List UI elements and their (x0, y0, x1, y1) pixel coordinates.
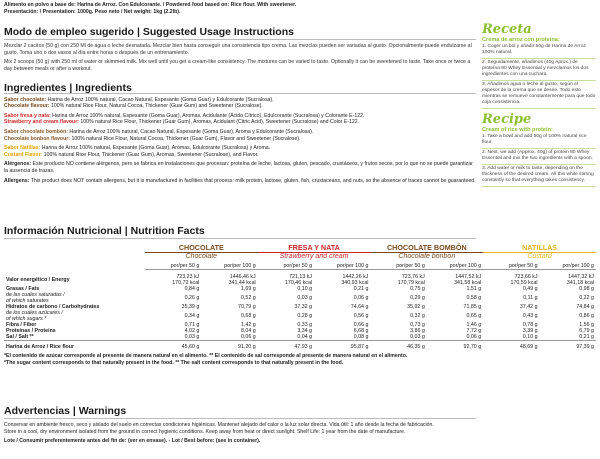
nutrient-value: 74,84 g (576, 304, 594, 310)
nutrient-value: 1442,26 kJ 340,93 kcal (341, 274, 369, 286)
nutrient-value: 0,71 g (184, 322, 200, 328)
nutrient-value: 0,78 g (522, 322, 538, 328)
nutrition-note-en: *The sugar content corresponds to that naturally present in the food. ** The salt content corresponds to that naturally present in the food. (4, 359, 344, 366)
nutrient-value: 74,64 g (350, 304, 369, 310)
nutrition-title: Información Nutricional | Nutrition Facts (4, 225, 476, 239)
nutrient-value: 0,06 g (240, 334, 256, 340)
product-name: CHOCOLATE (145, 243, 258, 253)
fresa-es-label: Sabor fresa y nata: (4, 112, 51, 119)
ingredients-bombon (4, 129, 476, 142)
nutrient-value: 0,84 g (184, 286, 200, 292)
nutrient-label: Hidratos de carbono / Carbohydrates (6, 304, 100, 310)
product-subtitle: Custard (527, 253, 552, 260)
nutrient-value: 0,28 g (297, 313, 313, 319)
recipe-en-step-1: 1. Take a bowl and add 50g of 100% natural rice flour. (482, 133, 596, 149)
nutrient-value: 35,39 g (181, 304, 200, 310)
nutrient-value: 91,20 g (201, 341, 257, 351)
bombon-es-text: Harina de Arroz 100% natural, Cacao Natural, Espesante (Goma Guar), Aroma y Edulcorante (Sucralosa). (67, 128, 314, 135)
nutrient-value: 0,65 g (466, 313, 482, 319)
nutrient-value: 1,69 g (240, 286, 256, 292)
nutrient-value: 0,49 g (522, 286, 538, 292)
recipe-en-steps (482, 133, 596, 187)
nutrient-value: 46,35 g (370, 341, 426, 351)
chocolate-es-label: Sabor chocolate: (4, 96, 47, 103)
nutrition-row (4, 270, 596, 287)
chocolate-en-label: Chocolate flavour: (4, 103, 50, 110)
nutrient-value: 1,56 g (579, 322, 594, 328)
warnings-title: Advertencias | Warnings (4, 405, 476, 419)
nutrient-value: 1447,32 kJ 341,18 kcal (566, 274, 594, 286)
header-line-1: Alimento en polvo a base de: Harina de Arroz. Con Edulcorante. / Powdered food based on: Rice flour. With sweetener. (4, 2, 297, 8)
nutrient-value: 0,06 g (353, 295, 369, 301)
nutrient-value: 721,13 kJ 170,46 kcal (284, 274, 313, 286)
nutrient-label: Valor energético / Energy (6, 276, 70, 283)
nutrient-value: 0,03 g (410, 334, 425, 340)
allergens-en (4, 178, 476, 185)
chocolate-en-text: 100% natural Rice Flour, Natural Cocoa, Thickener (Guar Gum) and Sweetener (Sucralose). (49, 103, 263, 110)
nutrient-value: 0,26 g (184, 295, 200, 301)
allergens-en-label: Allergens: (4, 177, 30, 184)
lot-info: Lote / Consumir preferentemente antes del fin de: (ver en envase). - Lot / Best before: (see in container). (4, 438, 261, 445)
nutrient-value: 95,87 g (314, 341, 370, 351)
nutrient-value: 47,93 g (258, 341, 314, 351)
fresa-en-label: Strawberry and cream flavour: (4, 119, 79, 126)
nutrition-row (4, 310, 596, 322)
product-header (4, 2, 474, 15)
nutrient-value: 0,04 g (297, 334, 313, 340)
nutrient-label: Grasas / Fats (6, 286, 40, 292)
recipe-en-step-2: 2. Next, we add (Approx. 40g) of protein 80 Whey Essential and mix the two ingredients with a spoon. (482, 149, 596, 165)
nutrient-value: 0,33 g (297, 322, 313, 328)
allergens-es (4, 161, 476, 174)
nutrition-row (4, 341, 596, 351)
nutrient-value: 0,58 g (466, 295, 482, 301)
col-per-serving: por/per 50 g (258, 260, 314, 270)
nutrient-value: 0,29 g (410, 295, 425, 301)
nutrient-value: 45,60 g (145, 341, 201, 351)
nutrient-value: 0,73 g (410, 322, 425, 328)
natillas-en-label: Custard Flavor: (4, 151, 43, 158)
natillas-en-text: 100% natural Rice Flour, Thickener (Guar Gum), Aromas, Sweetener (Sucralose), and Flavor. (42, 151, 259, 158)
nutrient-value: 0,43 g (522, 313, 538, 319)
recipe-en-title: Recipe (482, 112, 532, 127)
nutrient-value: 37,32 g (294, 304, 313, 310)
usage-es: Mezclar 2 cacitos (50 g) con 250 Ml de agua o leche desnatada. Mezclar bien hasta conseguir una consistencia tipo crema. Las mezclas pueden ser variadas al gusto. Opcionalmente puede endulzarse al gusto. Toma uno o dos vasos al día entre horas o después de un entrenamiento. (4, 43, 472, 56)
col-per-100g: por/per 100 g (540, 260, 596, 270)
nutrient-value: 4,02 g (184, 328, 200, 334)
recipe-es-step-2: 2. Seguidamente, añadimos (40g Aprox.) de proteína 80 Whey Essential y mezclamos los dos ingredientes con una cuchara. (482, 59, 596, 81)
recipe-es-title: Receta (482, 22, 532, 37)
natillas-es-text: Harina de Arroz 100% natural, Espesante (Goma Guar), Aromas, Edulcorante (Sucralosa) y Aroma. (40, 145, 271, 152)
fresa-en-text: 100% natural Rice Flour, Thickener (Guar Gum), Aromas, Acidulant (Citric Acid), Sweetener (Sucralose) and Color E-122. (78, 119, 360, 126)
nutrient-value: 1446,46 kJ 341,44 kcal (228, 274, 256, 286)
nutrition-row (4, 292, 596, 304)
product-subtitle: Strawberry and cream (279, 253, 349, 260)
nutrient-value: 0,03 g (184, 334, 200, 340)
nutrient-value: 0,03 g (297, 295, 313, 301)
nutrient-value: 0,32 g (410, 313, 425, 319)
ingredients-natillas (4, 145, 476, 158)
nutrient-value: 0,86 g (579, 313, 594, 319)
serving-header-row (4, 260, 596, 270)
nutrient-value: 70,79 g (238, 304, 256, 310)
col-per-100g: por/per 100 g (201, 260, 257, 270)
nutrient-value: 92,70 g (427, 341, 483, 351)
nutrient-value: 723,66 kJ 170,59 kcal (510, 274, 538, 286)
recipe-es-step-3: 3. Añadimos agua o leche al gusto, según el espesor de la crema que se desee. Todo esto mientras se remueve constantemente para que todo coja consistencia. (482, 81, 596, 109)
ingredients-chocolate (4, 97, 476, 110)
allergens-es-text: Este producto NO contiene alérgenos, pero se fabrica en instalaciones que procesan: proteína de leche, lactosa, gluten, pescado, crustáceos, y frutos secos, por lo que no se puede garantizar la ausencia de trazas. (4, 161, 473, 174)
nutrient-label: Fibra / Fiber (6, 322, 37, 328)
allergens-es-label: Alérgenos: (4, 161, 32, 168)
nutrient-value: 1447,52 kJ 341,58 kcal (454, 274, 482, 286)
header-line-2: Presentación: / Presentation: 1000g. Peso neto / Net weight: 1kg (2.2lb). (4, 8, 181, 15)
bombon-es-label: Sabor chocolate bombón: (4, 128, 68, 135)
natillas-es-label: Sabor Natillas: (4, 145, 41, 152)
nutrient-label: de las cuales saturadas / of which saturates (6, 292, 65, 304)
nutrient-value: 1,42 g (240, 322, 256, 328)
nutrient-value: 1,46 g (466, 322, 482, 328)
usage-section (4, 26, 476, 72)
nutrient-value: 3,86 g (410, 328, 425, 334)
nutrient-value: 0,06 g (466, 334, 482, 340)
ingredients-fresa (4, 113, 476, 126)
nutrient-value: 71,85 g (463, 304, 482, 310)
col-per-serving: por/per 50 g (145, 260, 201, 270)
col-per-serving: por/per 50 g (370, 260, 426, 270)
nutrient-value: 37,42 g (519, 304, 538, 310)
product-name: FRESA Y NATA (258, 243, 371, 253)
product-name: NATILLAS (483, 243, 596, 253)
nutrient-value: 0,22 g (579, 295, 594, 301)
warnings-section (4, 405, 596, 445)
col-per-100g: por/per 100 g (314, 260, 370, 270)
nutrient-value: 1,51 g (466, 286, 482, 292)
ingredients-section (4, 82, 476, 187)
nutrient-value: 48,69 g (483, 341, 539, 351)
recipe-en-step-3: 3. Add water or milk to taste, depending on the thickness of the desired cream. All this while stirring constantly so that everything takes consistency. (482, 165, 596, 187)
nutrient-value: 0,10 g (297, 286, 313, 292)
nutrient-value: 35,92 g (407, 304, 425, 310)
product-subtitle: Chocolate bonbon (398, 253, 456, 260)
chocolate-es-text: Harina de Arroz 100% natural, Cacao Natural, Espesante (Goma Guar) y Edulcorante (Sucralosa). (46, 96, 274, 103)
nutrition-section (4, 225, 596, 366)
nutrient-value: 3,34 g (297, 328, 313, 334)
product-name-row (4, 243, 596, 253)
usage-en: Mix 2 scoops (50 g) with 250 ml of water or skimmed milk. Mix well until you get a cream-like consistency. The mixtures can be varied to taste. Optionally it can be sweetened to taste. Take once or twice a day between meals or after a workout. (4, 59, 471, 72)
recipe-en-subtitle: Cream of rice with protein: (482, 127, 553, 133)
product-name: CHOCOLATE BOMBÓN (370, 243, 483, 253)
nutrient-value: 3,39 g (522, 328, 538, 334)
product-subtitle-row (4, 253, 596, 261)
nutrient-label: Sal / Salt ** (6, 334, 34, 340)
usage-title: Modo de empleo sugerido | Suggested Usage Instructions (4, 26, 476, 40)
col-per-100g: por/per 100 g (427, 260, 483, 270)
nutrition-note-es: *El contenido de azúcar corresponde al presente de manera natural en el alimento. ** El contenido de sal corresponde al presente de manera natural en el alimento. (4, 353, 408, 359)
nutrient-value: 723,76 kJ 170,79 kcal (397, 274, 425, 286)
nutrient-value: 0,66 g (353, 322, 369, 328)
recipe-es-subtitle: Crema de arroz con proteína: (482, 37, 560, 43)
ingredients-title: Ingredientes | Ingredients (4, 85, 476, 94)
nutrient-value: 0,10 g (522, 334, 538, 340)
product-subtitle: Chocolate (185, 253, 218, 260)
nutrition-table (4, 243, 596, 350)
col-per-serving: por/per 50 g (483, 260, 539, 270)
nutrient-value: 7,72 g (466, 328, 482, 334)
bombon-en-text: 100% natural Rice Flour, Natural Cocoa, Thickener (Guar Gum), Flavor and Sweetener (Sucralose). (70, 135, 301, 142)
nutrient-value: 0,11 g (523, 295, 538, 301)
warnings-en: Store in a cool, dry environment isolated from the ground in correct hygienic conditions. Keep away from heat or direct sunlight. Shelf Life: 1 year from the date of manufacture. (4, 428, 406, 435)
nutrient-value: 0,21 g (353, 286, 369, 292)
bombon-en-label: Chocolate bonbon flavour: (4, 135, 70, 142)
nutrient-value: 0,68 g (240, 313, 256, 319)
nutrient-value: 0,34 g (184, 313, 200, 319)
nutrient-label: Harina de Arroz / Rice flour (4, 341, 145, 351)
nutrient-value: 0,52 g (240, 295, 256, 301)
nutrient-value: 0,08 g (353, 334, 369, 340)
nutrient-value: 97,39 g (540, 341, 596, 351)
fresa-es-text: Harina de Arroz 100% natural, Espesante (Goma Guar), Aromas, Acidulante (Ácido Cítrico), Edulcorante (Sucralosa) y Colorante E-122. (50, 112, 365, 119)
nutrient-value: 0,21 g (579, 334, 594, 340)
allergens-en-text: This product does NOT contain allergens, but it is manufactured in facilities that process: milk protein, lactose, gluten, fish, crustaceans, and nuts, so the absence of traces cannot be guaranteed. (29, 177, 476, 184)
nutrient-label: Proteínas / Proteins (6, 328, 56, 334)
nutrient-value: 6,79 g (579, 328, 594, 334)
recipe-es-step-1: 1. Coger un bol y añadir 50g de Harina de Arroz 100% natural. (482, 43, 596, 59)
warnings-es: Conservar en ambiente fresco, seco y aislado del suelo en correctas condiciones higiénicas. Mantener alejado del calor o la luz solar directa. Vida útil: 1 año desde la fecha de fabricación. (4, 422, 434, 428)
nutrient-value: 0,75 g (410, 286, 425, 292)
nutrient-value: 0,56 g (353, 313, 369, 319)
nutrient-value: 6,68 g (353, 328, 369, 334)
recipe-column (482, 22, 596, 187)
nutrient-label: de los cuales azúcares / of which sugars * (6, 310, 63, 322)
nutrient-value: 723,23 kJ 170,72 kcal (172, 274, 200, 286)
nutrient-value: 8,04 g (240, 328, 256, 334)
nutrient-value: 0,98 g (579, 286, 594, 292)
recipe-es-steps (482, 43, 596, 109)
